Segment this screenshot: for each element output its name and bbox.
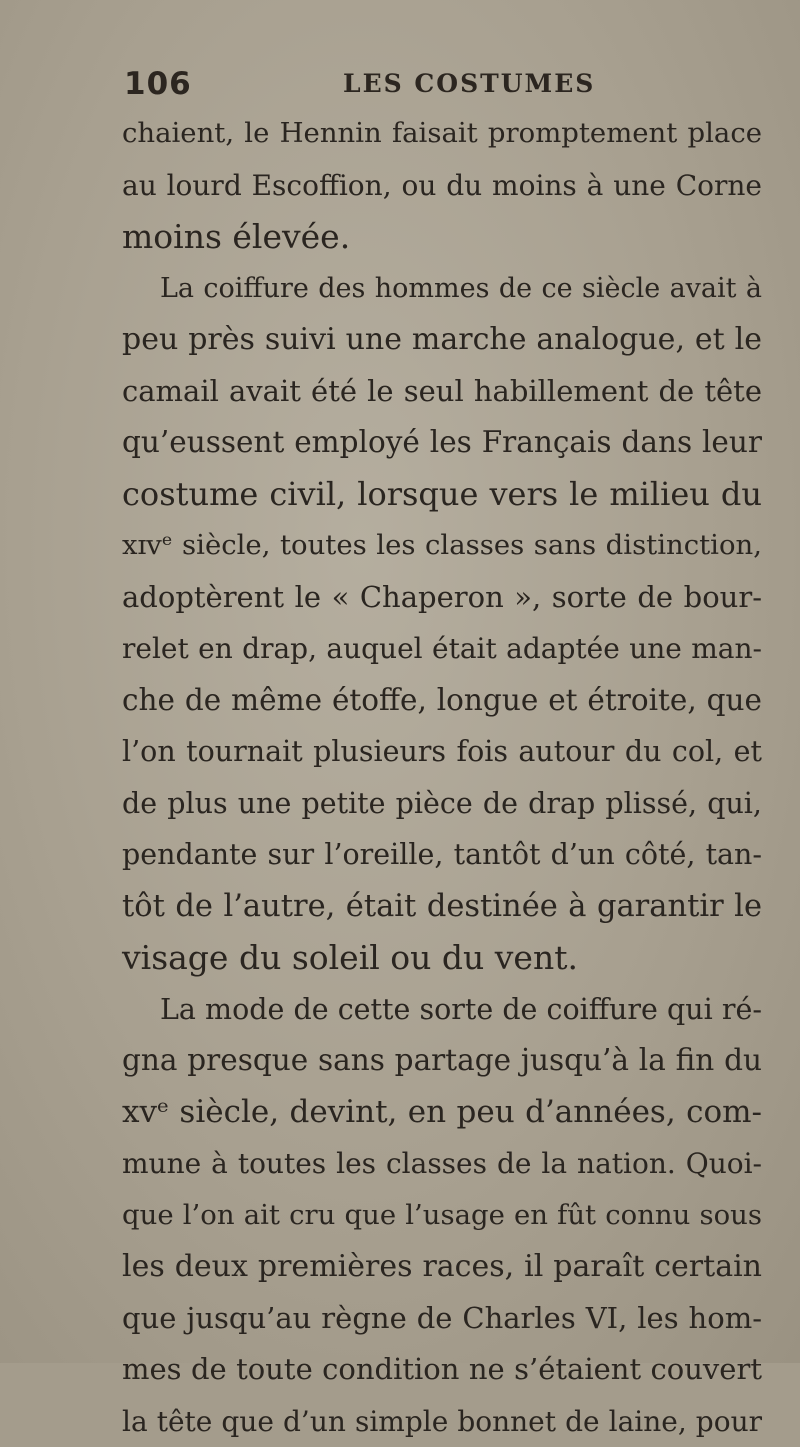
text-line: costume civil, lorsque vers le milieu du xyxy=(122,469,762,521)
text-line: de plus une petite pièce de drap plissé, qui, xyxy=(122,778,762,830)
text-line: chaient, le Hennin faisait promptement place xyxy=(122,108,762,160)
paragraph-start-line: La coiffure des hommes de ce siècle avait à xyxy=(122,263,762,315)
text-line: xvᵉ siècle, devint, en peu d’années, com- xyxy=(122,1087,762,1139)
text-line: gna presque sans partage jusqu’à la fin du xyxy=(122,1035,762,1087)
text-line: visage du soleil ou du vent. xyxy=(122,932,762,984)
running-head: LES COSTUMES xyxy=(343,69,595,98)
text-line: xɪvᵉ siècle, toutes les classes sans distinction, xyxy=(122,520,762,572)
text-line: mune à toutes les classes de la nation. Quoi- xyxy=(122,1138,762,1190)
text-line: relet en drap, auquel était adaptée une man- xyxy=(122,623,762,675)
text-line: moins élevée. xyxy=(122,211,762,263)
text-line: l’on tournait plusieurs fois autour du col, et xyxy=(122,726,762,778)
page-header xyxy=(0,66,800,106)
text-line: les deux premières races, il paraît certain xyxy=(122,1241,762,1293)
text-line: au lourd Escoffion, ou du moins à une Corne xyxy=(122,160,762,212)
text-line: qu’eussent employé les Français dans leur xyxy=(122,417,762,469)
paragraph-start-line: La mode de cette sorte de coiffure qui ré- xyxy=(122,984,762,1036)
text-line: camail avait été le seul habillement de tête xyxy=(122,366,762,418)
text-line: tôt de l’autre, était destinée à garantir le xyxy=(122,881,762,933)
text-line: que l’on ait cru que l’usage en fût connu sous xyxy=(122,1190,762,1242)
text-line: mes de toute condition ne s’étaient couvert xyxy=(122,1344,762,1396)
text-line: adoptèrent le « Chaperon », sorte de bour- xyxy=(122,572,762,624)
text-line: che de même étoffe, longue et étroite, que xyxy=(122,675,762,727)
page-number: 106 xyxy=(124,66,192,102)
body-text xyxy=(122,108,762,1447)
text-line: la tête que d’un simple bonnet de laine, pour xyxy=(122,1396,762,1447)
text-line: pendante sur l’oreille, tantôt d’un côté, tan- xyxy=(122,829,762,881)
text-line: peu près suivi une marche analogue, et le xyxy=(122,314,762,366)
text-line: que jusqu’au règne de Charles VI, les hom- xyxy=(122,1293,762,1345)
